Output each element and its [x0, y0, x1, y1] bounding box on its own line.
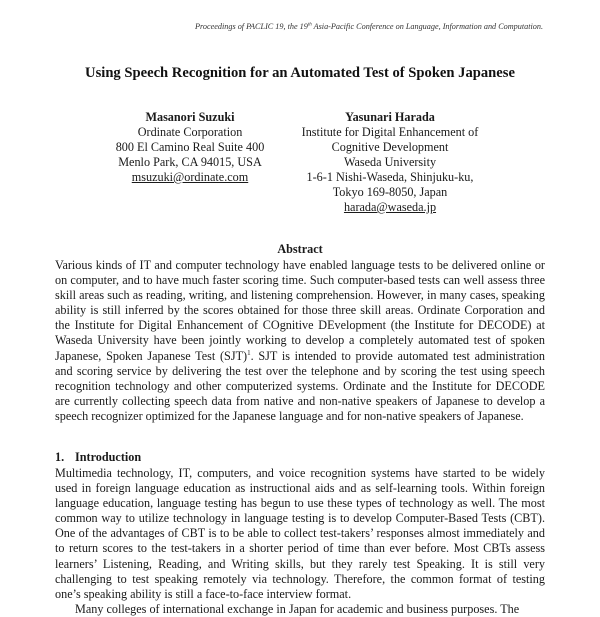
running-header [195, 22, 543, 31]
paper-title: Using Speech Recognition for an Automated Test of Spoken Japanese [85, 65, 515, 81]
section-heading-introduction [55, 450, 141, 465]
abstract-text-part: Various kinds of IT and computer technology have enabled language tests to be delivered online or on computer, and to have much faster scoring time. Such computer-based tests can well assess three skill areas such as reading, writing, and listening comprehension. However, in many cases, speaking ability is still inferred by the scores obtained for those three skill areas. Ordinate Corporation and the Institute for Digital Enhancement of COgnitive DEvelopment (the Institute for DECODE) at Waseda University have been jointly working to develop a completely automated test of spoken Japanese, Spoken Japanese Test (SJT) [55, 258, 545, 363]
author-block-1 [90, 110, 290, 185]
author-affiliation-line: 800 El Camino Real Suite 400 [115, 140, 265, 154]
running-header-prefix: Proceedings of PACLIC 19, the 19 [195, 22, 308, 31]
abstract-text [55, 258, 545, 424]
paragraph: Many colleges of international exchange in Japan for academic and business purposes. The [75, 601, 520, 616]
abstract-heading: Abstract [277, 242, 323, 256]
author-name: Yasunari Harada [345, 110, 435, 124]
paragraph: Multimedia technology, IT, computers, and voice recognition systems have started to be widely used in foreign language education as instructional aids and as self-learning tools. Within foreign language education, language testing has begun to use these types of technology as well. The most common way to utilize technology in language testing is to develop Computer-Based Tests (CBT). One of the advantages of CBT is to be able to collect test-takers’ responses almost immediately and to return scores to the test-takers in a shorter period of time than ever before. Most CBTs assess learners’ Listening, Reading, and Writing skills, but they rarely test Speaking. It is still very challenging to test speaking remotely via technology. Therefore, the common format of testing one’s speaking ability is still a face-to-face interview format. [55, 466, 545, 601]
running-header-suffix: Asia-Pacific Conference on Language, Information and Computation. [311, 22, 543, 31]
introduction-body [55, 466, 545, 617]
author-affiliation-line: Cognitive Development [331, 140, 449, 154]
author-email-link[interactable]: harada@waseda.jp [343, 200, 437, 214]
section-title: Introduction [75, 450, 142, 464]
abstract-text-part: . SJT is intended to provide automated test administration and scoring service by delivering the test over the telephone and by scoring the test using speech recognition technology and other computerized systems. Ordinate and the Institute for DECODE are currently collecting speech data from native and non-native speakers of Japanese to develop a speech recognizer optimized for the Japanese language and for non-native speakers of Japanese. [55, 348, 545, 423]
author-affiliation-line: Menlo Park, CA 94015, USA [118, 155, 262, 169]
running-header-sup: th [307, 22, 312, 28]
author-email-link[interactable]: msuzuki@ordinate.com [131, 170, 249, 184]
author-affiliation-line: Tokyo 169-8050, Japan [332, 185, 448, 199]
footnote-marker[interactable]: 1 [247, 348, 251, 357]
author-affiliation-line: Waseda University [343, 155, 437, 169]
section-number: 1. [55, 450, 65, 464]
author-affiliation-line: Ordinate Corporation [137, 125, 243, 139]
author-block-2 [290, 110, 490, 215]
author-affiliation-line: 1-6-1 Nishi-Waseda, Shinjuku-ku, [306, 170, 474, 184]
author-name: Masanori Suzuki [145, 110, 235, 124]
author-affiliation-line: Institute for Digital Enhancement of [301, 125, 479, 139]
